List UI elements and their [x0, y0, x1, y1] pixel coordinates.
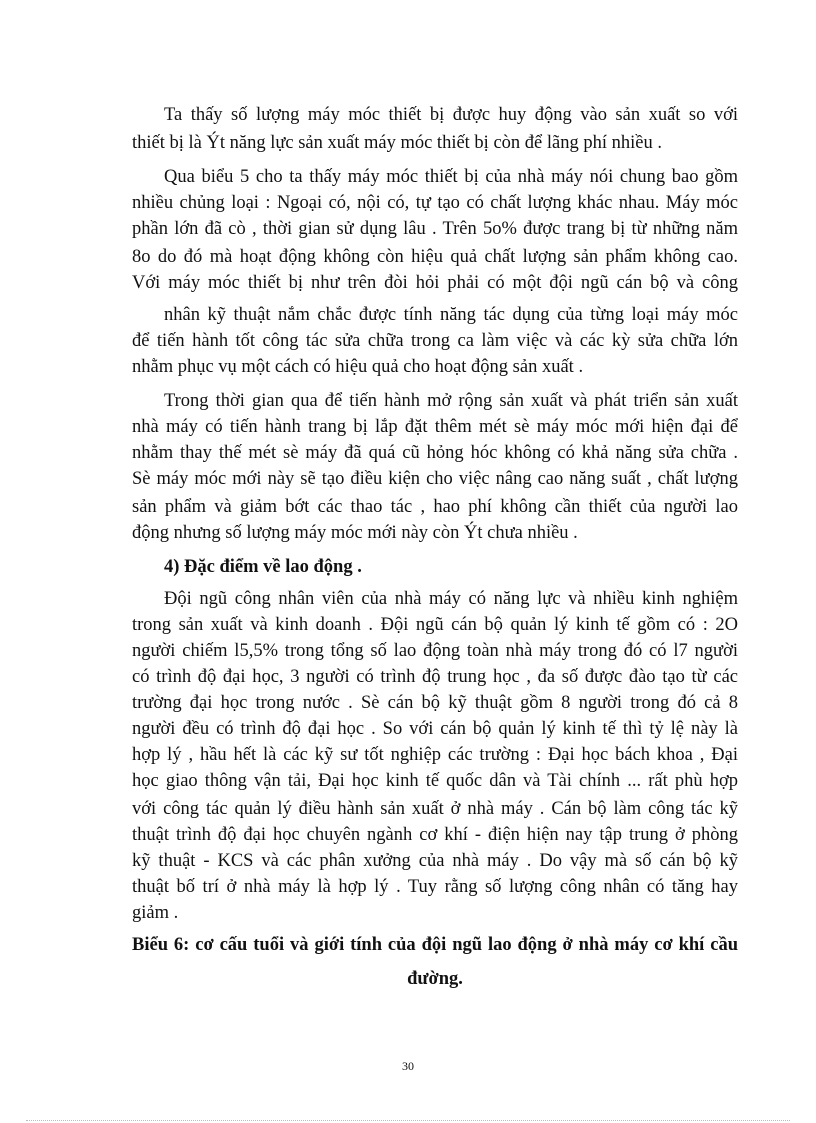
- footer-divider: [26, 1120, 790, 1121]
- text-line: với công tác quản lý điều hành sản xuất ở nhà máy . Cán bộ làm công tác kỹ: [132, 799, 738, 819]
- text-line: động nhưng số lượng máy móc mới này còn Ýt chưa nhiều .: [132, 523, 578, 543]
- text-line: Với máy móc thiết bị như trên đòi hỏi phải có một đội ngũ cán bộ và công: [132, 273, 738, 293]
- text-line: người chiếm l5,5% trong tổng số lao động toàn nhà máy trong đó có l7 người: [132, 641, 738, 661]
- text-line: Ta thấy số lượng máy móc thiết bị được huy động vào sản xuất so với: [164, 105, 738, 125]
- text-line: học giao thông vận tải, Đại học kinh tế quốc dân và Tài chính ... rất phù hợp: [132, 771, 738, 791]
- table-caption: Biểu 6: cơ cấu tuổi và giới tính của đội ngũ lao động ở nhà máy cơ khí cầu: [132, 935, 738, 955]
- text-line: trong sản xuất và kinh doanh . Đội ngũ cán bộ quản lý kinh tế gồm có : 2O: [132, 615, 738, 635]
- text-line: thuật bố trí ở nhà máy là hợp lý . Tuy rằng số lượng công nhân có tăng hay: [132, 877, 738, 897]
- text-line: thiết bị là Ýt năng lực sản xuất máy móc thiết bị còn để lãng phí nhiều .: [132, 133, 662, 153]
- table-caption-continued: đường.: [407, 969, 463, 989]
- text-line: sản phẩm và giảm bớt các thao tác , hao phí không cần thiết của người lao: [132, 497, 738, 517]
- text-line: nhằm thay thế mét sè máy đã quá cũ hỏng hóc không có khả năng sửa chữa .: [132, 443, 738, 463]
- text-line: thuật trình độ đại học chuyên ngành cơ khí - điện hiện nay tập trung ở phòng: [132, 825, 738, 845]
- text-line: trường đại học trong nước . Sè cán bộ kỹ thuật gồm 8 người trong đó cả 8: [132, 693, 738, 713]
- text-line: Trong thời gian qua để tiến hành mở rộng sản xuất và phát triển sản xuất: [164, 391, 738, 411]
- text-line: phần lớn đã cò , thời gian sử dụng lâu . Trên 5o% được trang bị từ những năm: [132, 219, 738, 239]
- text-line: nhân kỹ thuật nắm chắc được tính năng tác dụng của từng loại máy móc: [164, 305, 738, 325]
- text-line: nhà máy có tiến hành trang bị lắp đặt thêm mét sè máy móc mới hiện đại để: [132, 417, 738, 437]
- section-heading: 4) Đặc điểm về lao động .: [164, 557, 362, 577]
- page-number: 30: [402, 1059, 414, 1073]
- text-line: có trình độ đại học, 3 người có trình độ trung học , đa số được đào tạo từ các: [132, 667, 738, 687]
- text-line: 8o do đó mà hoạt động không còn hiệu quả chất lượng sản phẩm không cao.: [132, 247, 738, 267]
- text-line: để tiến hành tốt công tác sửa chữa trong ca làm việc và các kỳ sửa chữa lớn: [132, 331, 738, 351]
- text-line: hợp lý , hầu hết là các kỹ sư tốt nghiệp các trường : Đại học bách khoa , Đại: [132, 745, 738, 765]
- text-line: Qua biểu 5 cho ta thấy máy móc thiết bị của nhà máy nói chung bao gồm: [164, 167, 738, 187]
- text-line: nhằm phục vụ một cách có hiệu quả cho hoạt động sản xuất .: [132, 357, 584, 377]
- text-line: kỹ thuật - KCS và các phân xưởng của nhà máy . Do vậy mà số cán bộ kỹ: [132, 851, 738, 871]
- text-line: người đều có trình độ đại học . So với cán bộ quản lý kinh tế thì tỷ lệ này là: [132, 719, 738, 739]
- text-line: giảm .: [132, 903, 179, 923]
- text-line: Đội ngũ công nhân viên của nhà máy có năng lực và nhiều kinh nghiệm: [164, 589, 738, 609]
- text-line: nhiều chủng loại : Ngoại có, nội có, tự tạo có chất lượng khác nhau. Máy móc: [132, 193, 738, 213]
- text-line: Sè máy móc mới này sẽ tạo điều kiện cho việc nâng cao năng suất , chất lượng: [132, 469, 738, 489]
